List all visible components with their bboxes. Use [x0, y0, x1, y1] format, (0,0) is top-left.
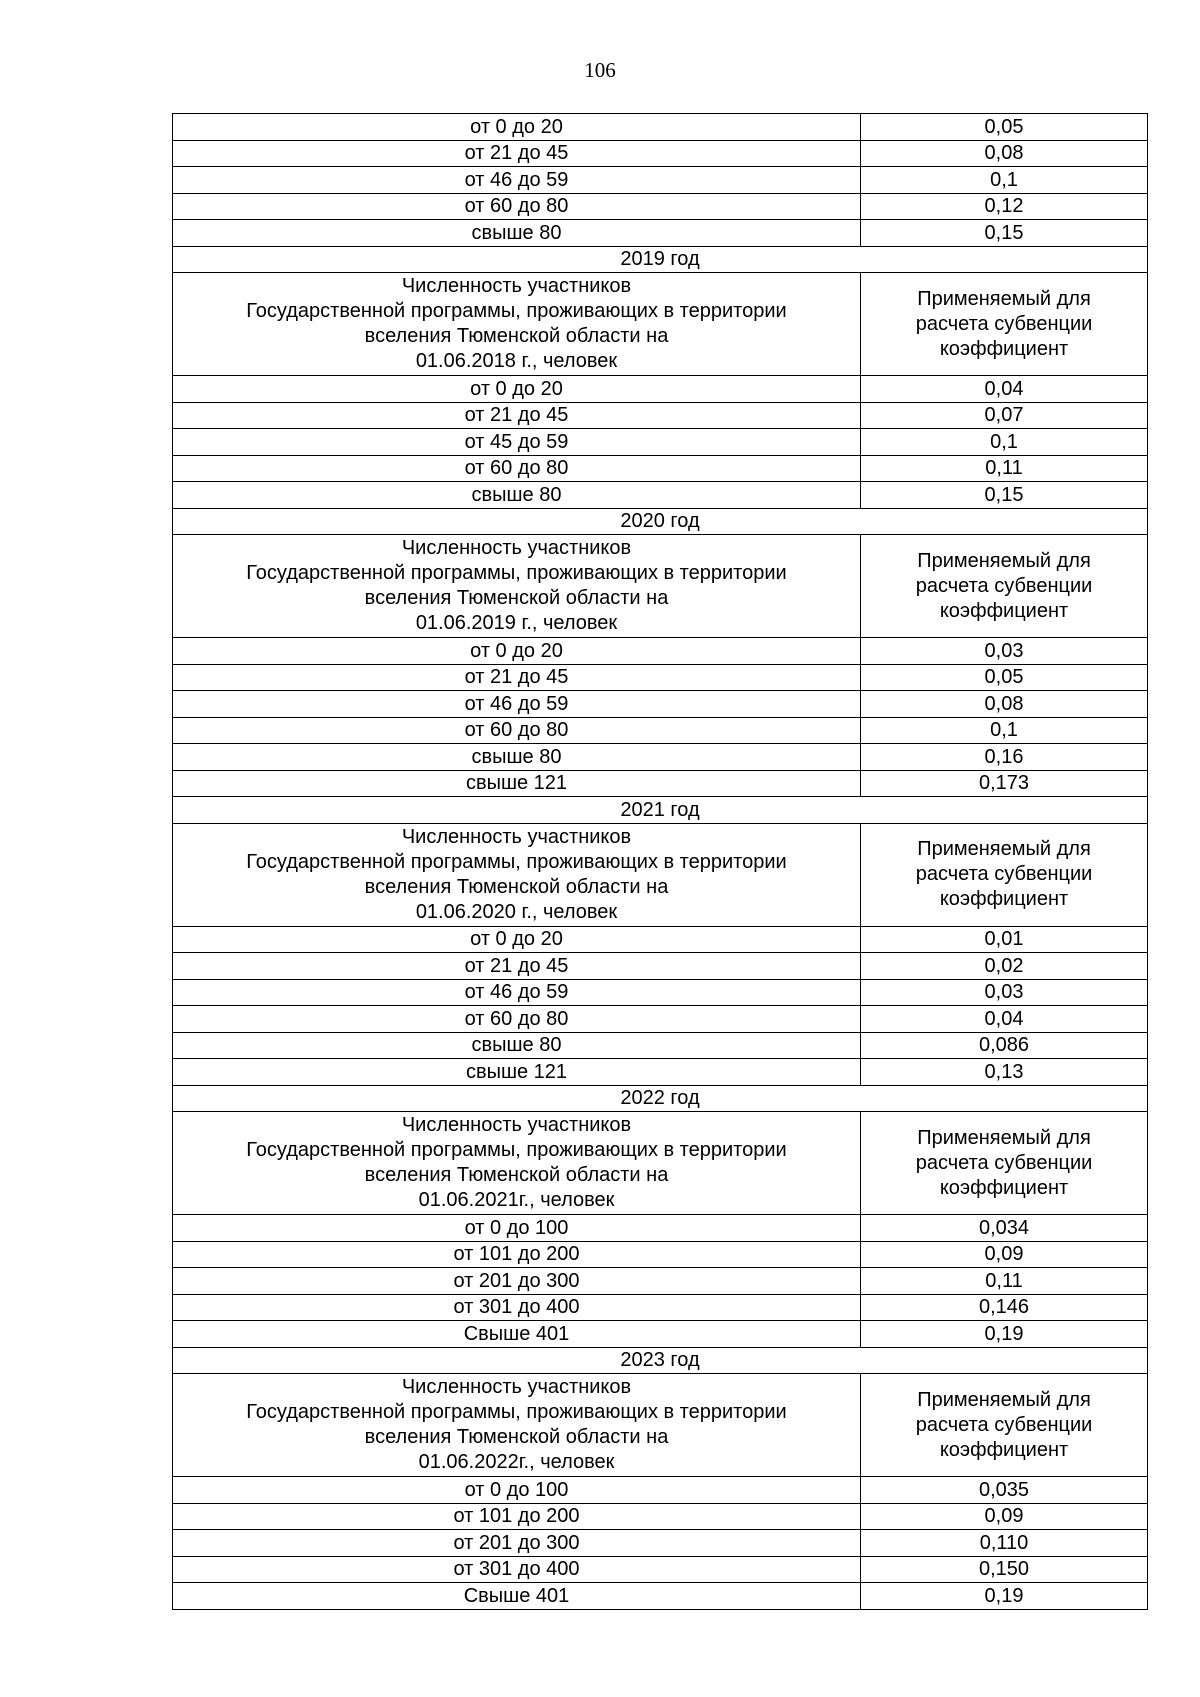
year-heading: 2020 год — [173, 508, 1148, 535]
table-row — [173, 376, 1148, 403]
coefficient-cell: 0,11 — [861, 455, 1148, 482]
coefficient-cell: 0,1 — [861, 717, 1148, 744]
range-cell: от 46 до 59 — [173, 979, 861, 1006]
year-row — [173, 508, 1148, 535]
table-body — [173, 114, 1148, 1610]
table-row — [173, 1530, 1148, 1557]
coefficient-cell: 0,08 — [861, 140, 1148, 167]
range-cell: от 60 до 80 — [173, 1006, 861, 1033]
range-cell: от 101 до 200 — [173, 1503, 861, 1530]
range-cell: Свыше 401 — [173, 1321, 861, 1348]
coefficient-cell: 0,12 — [861, 193, 1148, 220]
table-row — [173, 691, 1148, 718]
coefficient-cell: 0,05 — [861, 114, 1148, 141]
range-cell: от 46 до 59 — [173, 691, 861, 718]
coefficient-cell: 0,11 — [861, 1268, 1148, 1295]
table-row — [173, 482, 1148, 509]
coefficient-cell: 0,04 — [861, 376, 1148, 403]
range-cell: от 60 до 80 — [173, 193, 861, 220]
range-cell: от 0 до 100 — [173, 1477, 861, 1504]
table-row — [173, 664, 1148, 691]
range-cell: от 60 до 80 — [173, 455, 861, 482]
coefficient-cell: 0,02 — [861, 953, 1148, 980]
table-row — [173, 1477, 1148, 1504]
year-heading: 2022 год — [173, 1085, 1148, 1112]
year-heading: 2019 год — [173, 246, 1148, 273]
table-row — [173, 1503, 1148, 1530]
range-cell: от 101 до 200 — [173, 1241, 861, 1268]
table-row — [173, 114, 1148, 141]
range-cell: свыше 80 — [173, 1032, 861, 1059]
header-row — [173, 535, 1148, 638]
year-row — [173, 797, 1148, 824]
year-heading: 2023 год — [173, 1347, 1148, 1374]
table-row — [173, 1556, 1148, 1583]
table-row — [173, 744, 1148, 771]
table-row — [173, 1583, 1148, 1610]
range-cell: от 301 до 400 — [173, 1556, 861, 1583]
participants-header: Численность участников Государственной программы, проживающих в территории вселения Тюменской области на 01.06.2022г., человек — [173, 1374, 861, 1477]
table-row — [173, 770, 1148, 797]
participants-header: Численность участников Государственной программы, проживающих в территории вселения Тюменской области на 01.06.2021г., человек — [173, 1112, 861, 1215]
coefficient-header: Применяемый для расчета субвенции коэффициент — [861, 1112, 1148, 1215]
table-row — [173, 1006, 1148, 1033]
year-row — [173, 246, 1148, 273]
coefficient-cell: 0,034 — [861, 1215, 1148, 1242]
header-row — [173, 273, 1148, 376]
coefficient-cell: 0,04 — [861, 1006, 1148, 1033]
coefficient-cell: 0,146 — [861, 1294, 1148, 1321]
range-cell: от 301 до 400 — [173, 1294, 861, 1321]
table-row — [173, 1268, 1148, 1295]
range-cell: от 0 до 20 — [173, 114, 861, 141]
table-row — [173, 193, 1148, 220]
table-row — [173, 1241, 1148, 1268]
participants-header: Численность участников Государственной программы, проживающих в территории вселения Тюменской области на 01.06.2020 г., человек — [173, 823, 861, 926]
coefficient-cell: 0,09 — [861, 1241, 1148, 1268]
range-cell: Свыше 401 — [173, 1583, 861, 1610]
table-row — [173, 926, 1148, 953]
coefficient-table — [172, 113, 1148, 1610]
table-row — [173, 220, 1148, 247]
range-cell: свыше 80 — [173, 482, 861, 509]
range-cell: от 0 до 20 — [173, 926, 861, 953]
coefficient-cell: 0,173 — [861, 770, 1148, 797]
coefficient-cell: 0,09 — [861, 1503, 1148, 1530]
table-row — [173, 1032, 1148, 1059]
range-cell: свыше 80 — [173, 220, 861, 247]
coefficient-header: Применяемый для расчета субвенции коэффициент — [861, 535, 1148, 638]
coefficient-cell: 0,15 — [861, 220, 1148, 247]
page-number: 106 — [584, 58, 616, 82]
coefficient-cell: 0,1 — [861, 167, 1148, 194]
table-row — [173, 979, 1148, 1006]
coefficient-header: Применяемый для расчета субвенции коэффициент — [861, 1374, 1148, 1477]
range-cell: свыше 121 — [173, 770, 861, 797]
coefficient-cell: 0,035 — [861, 1477, 1148, 1504]
participants-header: Численность участников Государственной программы, проживающих в территории вселения Тюменской области на 01.06.2018 г., человек — [173, 273, 861, 376]
coefficient-cell: 0,01 — [861, 926, 1148, 953]
range-cell: от 0 до 20 — [173, 638, 861, 665]
coefficient-cell: 0,05 — [861, 664, 1148, 691]
table-row — [173, 167, 1148, 194]
coefficient-cell: 0,03 — [861, 979, 1148, 1006]
range-cell: от 201 до 300 — [173, 1530, 861, 1557]
table-row — [173, 1294, 1148, 1321]
year-heading: 2021 год — [173, 797, 1148, 824]
coefficient-cell: 0,086 — [861, 1032, 1148, 1059]
range-cell: от 201 до 300 — [173, 1268, 861, 1295]
coefficient-cell: 0,03 — [861, 638, 1148, 665]
table-row — [173, 455, 1148, 482]
table-row — [173, 140, 1148, 167]
coefficient-cell: 0,16 — [861, 744, 1148, 771]
range-cell: свыше 121 — [173, 1059, 861, 1086]
coefficient-cell: 0,19 — [861, 1583, 1148, 1610]
range-cell: от 0 до 20 — [173, 376, 861, 403]
range-cell: от 21 до 45 — [173, 402, 861, 429]
coefficient-cell: 0,08 — [861, 691, 1148, 718]
table-row — [173, 402, 1148, 429]
table-row — [173, 1215, 1148, 1242]
coefficient-header: Применяемый для расчета субвенции коэффициент — [861, 273, 1148, 376]
range-cell: от 46 до 59 — [173, 167, 861, 194]
table-row — [173, 953, 1148, 980]
table-row — [173, 429, 1148, 456]
coefficient-cell: 0,07 — [861, 402, 1148, 429]
range-cell: свыше 80 — [173, 744, 861, 771]
table-row — [173, 717, 1148, 744]
range-cell: от 21 до 45 — [173, 664, 861, 691]
coefficient-cell: 0,15 — [861, 482, 1148, 509]
table-row — [173, 638, 1148, 665]
coefficient-cell: 0,1 — [861, 429, 1148, 456]
coefficient-cell: 0,150 — [861, 1556, 1148, 1583]
range-cell: от 0 до 100 — [173, 1215, 861, 1242]
table-row — [173, 1059, 1148, 1086]
range-cell: от 60 до 80 — [173, 717, 861, 744]
coefficient-cell: 0,13 — [861, 1059, 1148, 1086]
range-cell: от 21 до 45 — [173, 953, 861, 980]
coefficient-cell: 0,19 — [861, 1321, 1148, 1348]
table-row — [173, 1321, 1148, 1348]
header-row — [173, 823, 1148, 926]
year-row — [173, 1347, 1148, 1374]
year-row — [173, 1085, 1148, 1112]
range-cell: от 21 до 45 — [173, 140, 861, 167]
participants-header: Численность участников Государственной программы, проживающих в территории вселения Тюменской области на 01.06.2019 г., человек — [173, 535, 861, 638]
header-row — [173, 1112, 1148, 1215]
header-row — [173, 1374, 1148, 1477]
coefficient-cell: 0,110 — [861, 1530, 1148, 1557]
range-cell: от 45 до 59 — [173, 429, 861, 456]
coefficient-header: Применяемый для расчета субвенции коэффициент — [861, 823, 1148, 926]
